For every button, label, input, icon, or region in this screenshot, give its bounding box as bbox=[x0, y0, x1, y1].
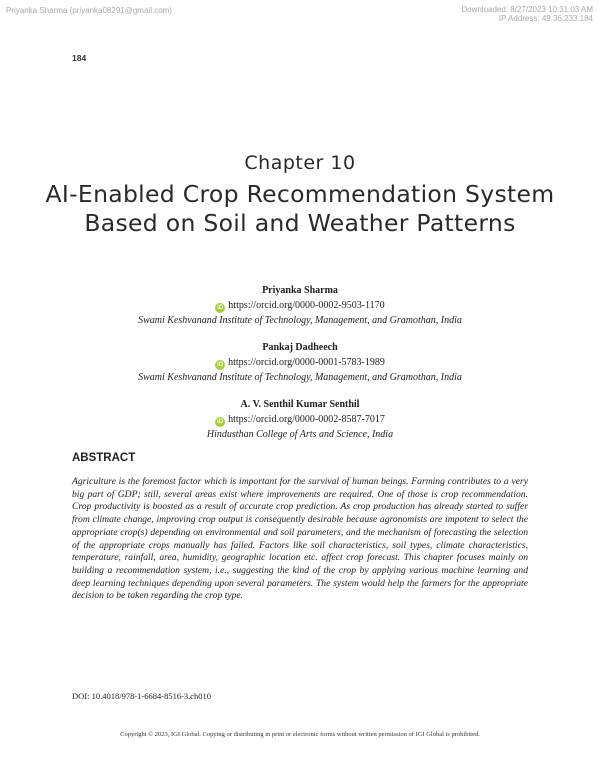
orcid-url[interactable]: https://orcid.org/0000-0002-8587-7017 bbox=[228, 414, 385, 425]
orcid-url[interactable]: https://orcid.org/0000-0002-9503-1170 bbox=[228, 300, 385, 311]
orcid-url[interactable]: https://orcid.org/0000-0001-5783-1989 bbox=[228, 357, 385, 368]
page-number: 184 bbox=[72, 53, 87, 63]
orcid-link[interactable] bbox=[40, 412, 560, 427]
download-watermark-user: Priyanka Sharma (priyanka08291@gmail.com) bbox=[6, 6, 172, 15]
author-name: Priyanka Sharma bbox=[262, 285, 338, 296]
chapter-title: AI-Enabled Crop Recommendation System Based on Soil and Weather Patterns bbox=[45, 180, 555, 237]
download-watermark-info bbox=[461, 5, 593, 23]
ip-address: IP Address: 49.36.233.184 bbox=[498, 14, 593, 23]
author-affiliation: Hindusthan College of Arts and Science, India bbox=[206, 429, 394, 440]
chapter-label: Chapter 10 bbox=[244, 152, 356, 174]
abstract-body: Agriculture is the foremost factor which is important for the survival of human beings. Farming contributes to a very big part of GDP; still, several areas exist where improvements are required. One of those is crop recommendation. Crop productivity is boosted as a result of accurate crop prediction. As crop production has already started to suffer from climate change, improving crop output is consequently desirable because agronomists are impotent to select the appropriate crop(s) depending on environmental and soil parameters, and the mechanism of forecasting the selection of the appropriate crops manually has failed. Factors like soil characteristics, soil types, climate characteristics, temperature, rainfall, area, humidity, geographic location etc. affect crop forecast. This chapter focuses mainly on building a recommendation system, i.e., suggesting the kind of the crop by applying various machine learning and deep learning techniques depending upon several parameters. The system would help the farmers for the appropriate decision to be taken regarding the crop type. bbox=[72, 476, 528, 602]
orcid-icon: iD bbox=[217, 305, 224, 311]
author-name: Pankaj Dadheech bbox=[262, 342, 338, 353]
abstract-heading: ABSTRACT bbox=[72, 452, 136, 464]
orcid-link[interactable] bbox=[40, 355, 560, 370]
doi: DOI: 10.4018/978-1-6684-8516-3.ch010 bbox=[72, 691, 212, 701]
copyright-notice: Copyright © 2023, IGI Global. Copying or distributing in print or electronic forms without written permission of IGI Global is prohibited. bbox=[120, 731, 480, 738]
author-name: A. V. Senthil Kumar Senthil bbox=[240, 399, 360, 410]
download-timestamp: Downloaded: 8/27/2023 10:31:03 AM bbox=[461, 5, 593, 14]
author-block bbox=[40, 397, 560, 442]
author-block bbox=[40, 283, 560, 328]
orcid-icon: iD bbox=[217, 362, 224, 368]
orcid-icon: iD bbox=[217, 419, 224, 425]
author-block bbox=[40, 340, 560, 385]
author-affiliation: Swami Keshvanand Institute of Technology, Management, and Gramothan, India bbox=[138, 315, 462, 326]
author-affiliation: Swami Keshvanand Institute of Technology, Management, and Gramothan, India bbox=[138, 372, 462, 383]
orcid-link[interactable] bbox=[40, 298, 560, 313]
author-list bbox=[40, 283, 560, 454]
